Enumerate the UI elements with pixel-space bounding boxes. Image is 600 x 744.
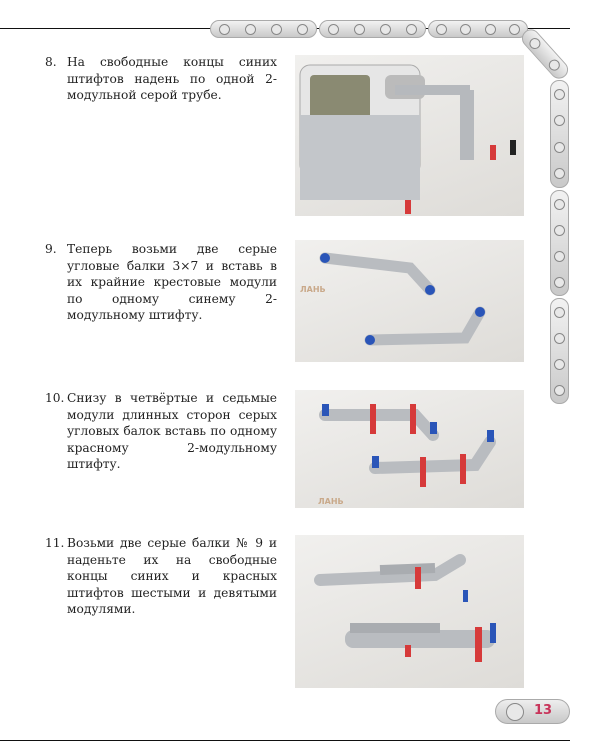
page-number: 13 <box>534 703 553 718</box>
step-number: 10. <box>45 391 65 405</box>
step-number: 11. <box>45 536 65 550</box>
page-number-badge <box>495 699 570 724</box>
step-10 <box>45 390 277 473</box>
step-10-photo <box>295 390 524 508</box>
footer-rule <box>0 740 570 741</box>
watermark-logo: ЛАНЬ <box>318 497 344 506</box>
step-number: 8. <box>45 55 57 69</box>
step-9 <box>45 241 277 324</box>
step-8 <box>45 54 277 104</box>
step-number: 9. <box>45 242 57 256</box>
beam-hole-icon <box>506 703 524 721</box>
step-text: Теперь возьми две серые угловые балки 3×7 и вставь в их крайние крестовые модули по одному синему 2-модульному штифту. <box>67 242 277 323</box>
beams-with-red-pins-image <box>295 390 524 508</box>
beams-assembly-image <box>295 535 524 688</box>
step-11 <box>45 535 277 618</box>
watermark-logo: ЛАНЬ <box>300 285 326 294</box>
step-9-photo <box>295 240 524 362</box>
step-text: Возьми две серые балки № 9 и наденьте их на свободные концы синих и красных штифтов шестыми и девятыми модулями. <box>67 536 277 617</box>
step-8-photo <box>295 55 524 216</box>
step-text: Снизу в четвёртые и седьмые модули длинных сторон серых угловых балок вставь по одному красному 2-модульному штифту. <box>67 391 277 472</box>
step-11-photo <box>295 535 524 688</box>
step-text: На свободные концы синих штифтов надень по одной 2-модульной серой трубе. <box>67 55 277 103</box>
ev3-brick-image <box>295 55 524 216</box>
angled-beams-image <box>295 240 524 362</box>
